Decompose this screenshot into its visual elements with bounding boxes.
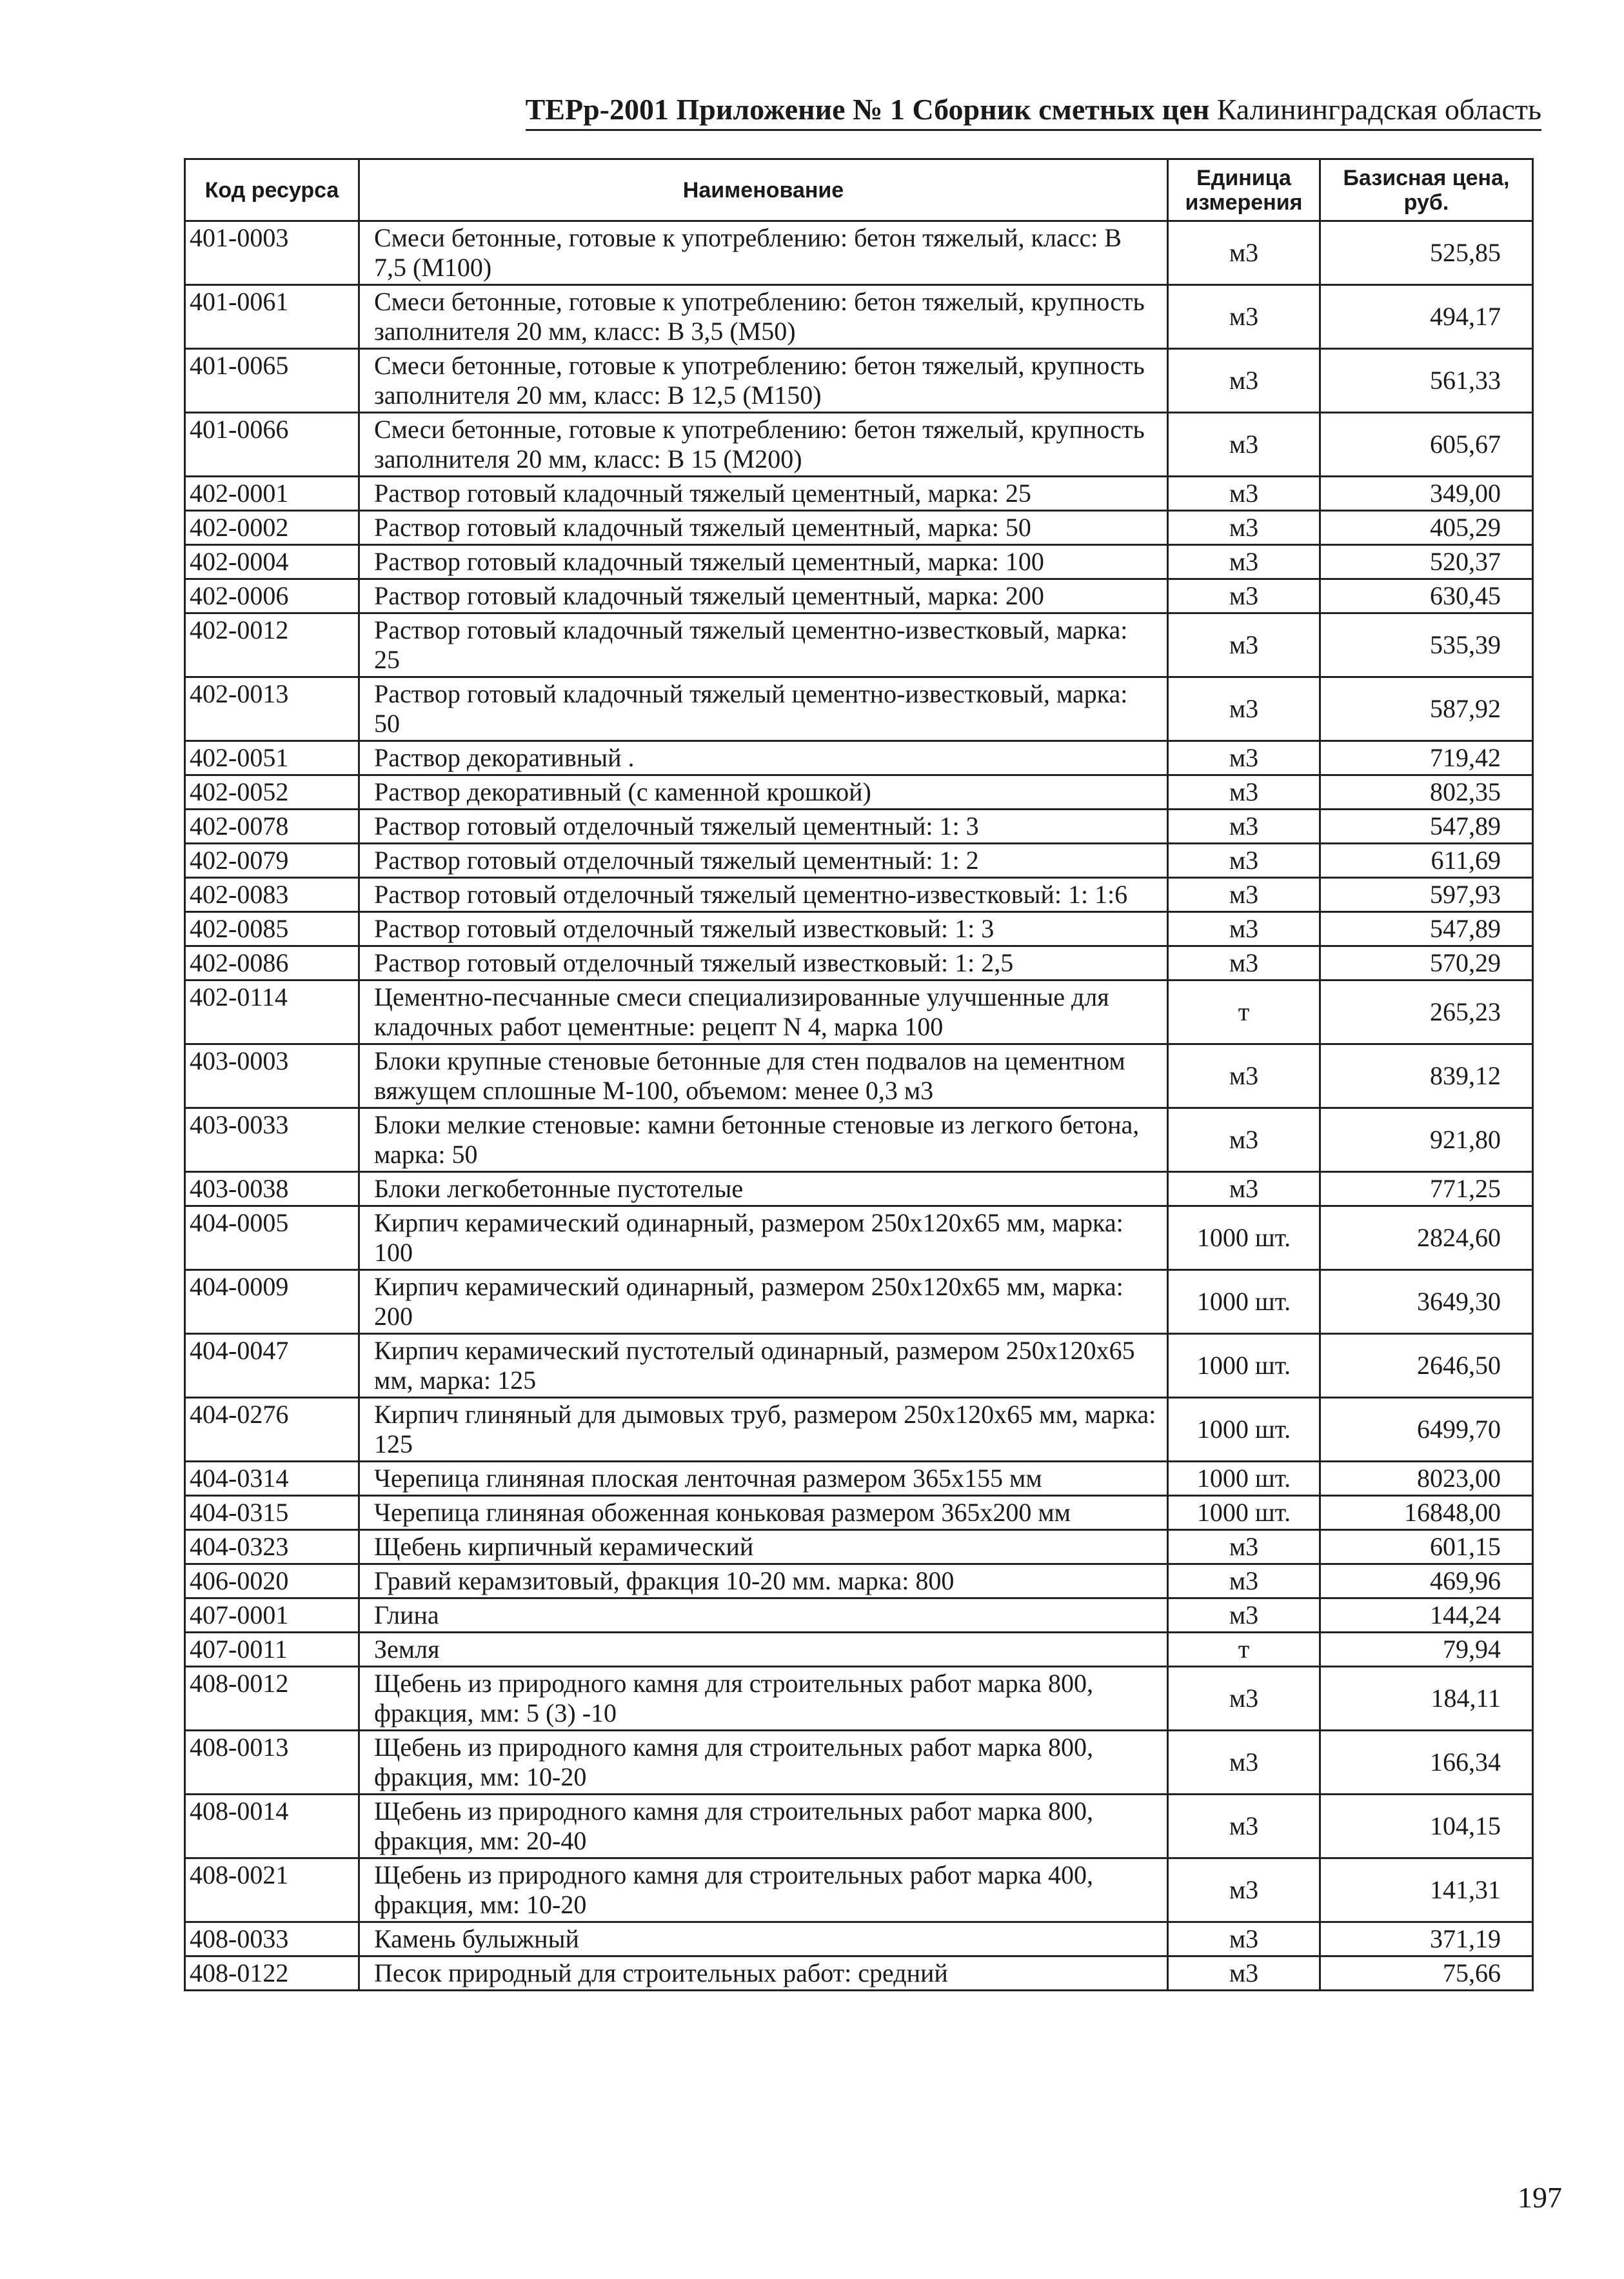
cell-unit: 1000 шт. [1168,1462,1320,1496]
cell-unit: м3 [1168,477,1320,511]
cell-name: Черепица глиняная обоженная коньковая размером 365х200 мм [359,1496,1168,1530]
cell-code: 401-0066 [185,413,359,477]
table-row [185,285,1533,349]
table-row [185,1564,1533,1598]
cell-code: 402-0012 [185,613,359,677]
column-header-name: Наименование [359,159,1168,221]
cell-code: 404-0009 [185,1270,359,1334]
cell-name: Раствор готовый кладочный тяжелый цементный, марка: 100 [359,545,1168,579]
cell-name: Кирпич глиняный для дымовых труб, размером 250х120х65 мм, марка: 125 [359,1398,1168,1462]
table-row [185,1633,1533,1667]
cell-price: 520,37 [1320,545,1533,579]
price-table [184,158,1534,1991]
table-row [185,1922,1533,1956]
cell-code: 402-0079 [185,844,359,878]
cell-unit: м3 [1168,741,1320,775]
cell-name: Щебень из природного камня для строительных работ марка 400, фракция, мм: 10-20 [359,1858,1168,1922]
cell-code: 402-0006 [185,579,359,613]
header-region: Калининградская область [1216,93,1541,126]
cell-name: Кирпич керамический одинарный, размером 250х120х65 мм, марка: 100 [359,1206,1168,1270]
cell-code: 402-0086 [185,946,359,980]
table-row [185,1667,1533,1731]
cell-price: 104,15 [1320,1795,1533,1858]
cell-code: 401-0065 [185,349,359,413]
cell-price: 771,25 [1320,1172,1533,1206]
cell-name: Раствор готовый отделочный тяжелый известковый: 1: 3 [359,912,1168,946]
table-row [185,579,1533,613]
column-header-unit: Единица измерения [1168,159,1320,221]
table-row [185,545,1533,579]
cell-code: 408-0014 [185,1795,359,1858]
cell-price: 371,19 [1320,1922,1533,1956]
table-row [185,1270,1533,1334]
cell-name: Смеси бетонные, готовые к употреблению: бетон тяжелый, крупность заполнителя 20 мм, класс: В 3,5 (М50) [359,285,1168,349]
cell-name: Кирпич керамический пустотелый одинарный, размером 250х120х65 мм, марка: 125 [359,1334,1168,1398]
cell-code: 402-0083 [185,878,359,912]
cell-code: 403-0038 [185,1172,359,1206]
cell-price: 16848,00 [1320,1496,1533,1530]
cell-code: 402-0001 [185,477,359,511]
table-row [185,1108,1533,1172]
cell-price: 570,29 [1320,946,1533,980]
cell-unit: м3 [1168,1108,1320,1172]
cell-price: 587,92 [1320,677,1533,741]
cell-unit: 1000 шт. [1168,1334,1320,1398]
cell-name: Песок природный для строительных работ: средний [359,1956,1168,1991]
table-row [185,1858,1533,1922]
table-row [185,677,1533,741]
cell-name: Щебень из природного камня для строительных работ марка 800, фракция, мм: 20-40 [359,1795,1168,1858]
table-row [185,1044,1533,1108]
cell-unit: м3 [1168,545,1320,579]
cell-price: 630,45 [1320,579,1533,613]
table-row [185,477,1533,511]
cell-name: Раствор готовый кладочный тяжелый цементный, марка: 50 [359,511,1168,545]
table-row [185,1731,1533,1795]
cell-unit: м3 [1168,1731,1320,1795]
cell-price: 265,23 [1320,980,1533,1044]
table-row [185,810,1533,844]
cell-code: 402-0052 [185,775,359,810]
cell-name: Раствор готовый отделочный тяжелый цементный: 1: 3 [359,810,1168,844]
cell-unit: м3 [1168,613,1320,677]
cell-name: Блоки мелкие стеновые: камни бетонные стеновые из легкого бетона, марка: 50 [359,1108,1168,1172]
header-title: ТЕРр-2001 Приложение № 1 Сборник сметных цен [525,93,1210,126]
cell-price: 405,29 [1320,511,1533,545]
cell-unit: м3 [1168,413,1320,477]
table-row [185,511,1533,545]
cell-name: Цементно-песчанные смеси специализированные улучшенные для кладочных работ цементные: рецепт N 4, марка 100 [359,980,1168,1044]
cell-name: Гравий керамзитовый, фракция 10-20 мм. марка: 800 [359,1564,1168,1598]
cell-price: 6499,70 [1320,1398,1533,1462]
cell-name: Земля [359,1633,1168,1667]
cell-price: 144,24 [1320,1598,1533,1633]
cell-unit: 1000 шт. [1168,1206,1320,1270]
page-header [526,90,1541,131]
cell-name: Раствор готовый отделочный тяжелый цементный: 1: 2 [359,844,1168,878]
cell-name: Раствор декоративный . [359,741,1168,775]
cell-name: Раствор готовый кладочный тяжелый цементно-известковый, марка: 50 [359,677,1168,741]
cell-name: Раствор готовый отделочный тяжелый цементно-известковый: 1: 1:6 [359,878,1168,912]
cell-unit: м3 [1168,579,1320,613]
cell-unit: м3 [1168,677,1320,741]
cell-name: Щебень из природного камня для строительных работ марка 800, фракция, мм: 5 (3) -10 [359,1667,1168,1731]
cell-code: 408-0122 [185,1956,359,1991]
cell-name: Блоки легкобетонные пустотелые [359,1172,1168,1206]
cell-code: 402-0002 [185,511,359,545]
cell-name: Черепица глиняная плоская ленточная размером 365х155 мм [359,1462,1168,1496]
table-row [185,1334,1533,1398]
cell-code: 408-0033 [185,1922,359,1956]
cell-price: 839,12 [1320,1044,1533,1108]
cell-price: 184,11 [1320,1667,1533,1731]
cell-name: Раствор готовый кладочный тяжелый цементно-известковый, марка: 25 [359,613,1168,677]
cell-price: 605,67 [1320,413,1533,477]
table-row [185,413,1533,477]
cell-name: Смеси бетонные, готовые к употреблению: бетон тяжелый, класс: В 7,5 (М100) [359,221,1168,285]
table-header-row [185,159,1533,221]
cell-code: 408-0021 [185,1858,359,1922]
table-row [185,349,1533,413]
column-header-code: Код ресурса [185,159,359,221]
cell-code: 402-0051 [185,741,359,775]
cell-price: 525,85 [1320,221,1533,285]
cell-unit: 1000 шт. [1168,1496,1320,1530]
table-row [185,1598,1533,1633]
cell-unit: м3 [1168,1858,1320,1922]
table-row [185,844,1533,878]
cell-price: 719,42 [1320,741,1533,775]
cell-code: 404-0323 [185,1530,359,1564]
cell-unit: м3 [1168,1530,1320,1564]
cell-price: 597,93 [1320,878,1533,912]
cell-code: 408-0012 [185,1667,359,1731]
table-row [185,1462,1533,1496]
cell-code: 402-0085 [185,912,359,946]
cell-name: Раствор готовый отделочный тяжелый известковый: 1: 2,5 [359,946,1168,980]
cell-code: 403-0033 [185,1108,359,1172]
cell-unit: м3 [1168,1795,1320,1858]
page-number: 197 [1518,2181,1562,2214]
table-row [185,1795,1533,1858]
table-row [185,221,1533,285]
cell-code: 402-0114 [185,980,359,1044]
cell-unit: м3 [1168,1956,1320,1991]
cell-code: 401-0061 [185,285,359,349]
cell-unit: м3 [1168,810,1320,844]
cell-price: 494,17 [1320,285,1533,349]
table-row [185,1530,1533,1564]
cell-price: 611,69 [1320,844,1533,878]
cell-name: Щебень из природного камня для строительных работ марка 800, фракция, мм: 10-20 [359,1731,1168,1795]
cell-price: 2646,50 [1320,1334,1533,1398]
cell-unit: м3 [1168,946,1320,980]
table-row [185,1496,1533,1530]
cell-price: 469,96 [1320,1564,1533,1598]
cell-code: 402-0004 [185,545,359,579]
cell-unit: м3 [1168,1044,1320,1108]
cell-name: Раствор декоративный (с каменной крошкой) [359,775,1168,810]
cell-code: 407-0011 [185,1633,359,1667]
cell-code: 407-0001 [185,1598,359,1633]
table-row [185,1172,1533,1206]
table-row [185,741,1533,775]
cell-price: 75,66 [1320,1956,1533,1991]
cell-code: 404-0314 [185,1462,359,1496]
table-body [185,221,1533,1991]
cell-unit: м3 [1168,912,1320,946]
cell-unit: м3 [1168,221,1320,285]
cell-price: 141,31 [1320,1858,1533,1922]
cell-name: Камень булыжный [359,1922,1168,1956]
table-row [185,980,1533,1044]
cell-code: 402-0078 [185,810,359,844]
cell-unit: м3 [1168,349,1320,413]
cell-unit: м3 [1168,511,1320,545]
table-row [185,613,1533,677]
cell-name: Щебень кирпичный керамический [359,1530,1168,1564]
cell-price: 802,35 [1320,775,1533,810]
table-row [185,912,1533,946]
cell-unit: м3 [1168,1922,1320,1956]
cell-unit: 1000 шт. [1168,1398,1320,1462]
cell-code: 406-0020 [185,1564,359,1598]
cell-price: 79,94 [1320,1633,1533,1667]
cell-unit: 1000 шт. [1168,1270,1320,1334]
cell-code: 408-0013 [185,1731,359,1795]
cell-unit: м3 [1168,775,1320,810]
table-row [185,775,1533,810]
cell-price: 535,39 [1320,613,1533,677]
cell-unit: т [1168,980,1320,1044]
cell-code: 404-0276 [185,1398,359,1462]
cell-price: 3649,30 [1320,1270,1533,1334]
cell-unit: м3 [1168,1564,1320,1598]
cell-unit: м3 [1168,1667,1320,1731]
cell-name: Раствор готовый кладочный тяжелый цементный, марка: 25 [359,477,1168,511]
cell-code: 401-0003 [185,221,359,285]
table-row [185,1398,1533,1462]
cell-code: 404-0315 [185,1496,359,1530]
cell-price: 8023,00 [1320,1462,1533,1496]
cell-name: Кирпич керамический одинарный, размером 250х120х65 мм, марка: 200 [359,1270,1168,1334]
cell-price: 547,89 [1320,810,1533,844]
cell-code: 404-0047 [185,1334,359,1398]
cell-unit: м3 [1168,285,1320,349]
cell-price: 561,33 [1320,349,1533,413]
cell-name: Блоки крупные стеновые бетонные для стен подвалов на цементном вяжущем сплошные М-100, объемом: менее 0,3 м3 [359,1044,1168,1108]
cell-unit: м3 [1168,878,1320,912]
column-header-price: Базисная цена, руб. [1320,159,1533,221]
table-row [185,1956,1533,1991]
cell-code: 402-0013 [185,677,359,741]
cell-unit: м3 [1168,1172,1320,1206]
table-row [185,1206,1533,1270]
cell-name: Глина [359,1598,1168,1633]
cell-price: 349,00 [1320,477,1533,511]
cell-name: Раствор готовый кладочный тяжелый цементный, марка: 200 [359,579,1168,613]
table-row [185,878,1533,912]
cell-price: 547,89 [1320,912,1533,946]
cell-price: 166,34 [1320,1731,1533,1795]
cell-code: 404-0005 [185,1206,359,1270]
cell-name: Смеси бетонные, готовые к употреблению: бетон тяжелый, крупность заполнителя 20 мм, класс: В 15 (М200) [359,413,1168,477]
cell-price: 601,15 [1320,1530,1533,1564]
cell-unit: м3 [1168,844,1320,878]
cell-code: 403-0003 [185,1044,359,1108]
cell-name: Смеси бетонные, готовые к употреблению: бетон тяжелый, крупность заполнителя 20 мм, класс: В 12,5 (М150) [359,349,1168,413]
table-row [185,946,1533,980]
cell-price: 2824,60 [1320,1206,1533,1270]
cell-price: 921,80 [1320,1108,1533,1172]
cell-unit: м3 [1168,1598,1320,1633]
cell-unit: т [1168,1633,1320,1667]
